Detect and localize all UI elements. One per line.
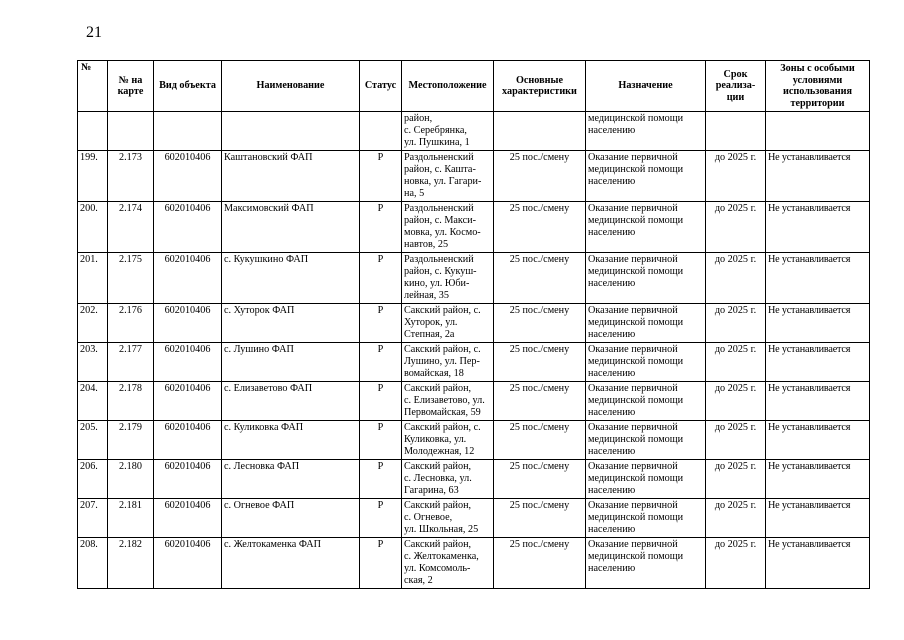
register-table [77,60,870,589]
row-characteristics: 25 пос./смену [494,303,586,342]
row-map-num: 2.179 [108,420,154,459]
table-row [78,252,870,303]
table-row [78,150,870,201]
row-name: с. Кукушкино ФАП [222,252,360,303]
table-row [78,342,870,381]
row-object-type: 602010406 [154,342,222,381]
row-name: с. Елизаветово ФАП [222,381,360,420]
row-map-num: 2.178 [108,381,154,420]
row-object-type: 602010406 [154,498,222,537]
header-num: № [78,61,108,112]
row-location: Сакский район, с. Лесновка, ул. Гагарина, 63 [402,459,494,498]
continuation-row [78,112,870,151]
row-purpose: Оказание первичной медицинской помощи населению [586,150,706,201]
table-row [78,537,870,588]
row-location: Сакский район, с. Огневое, ул. Школьная, 25 [402,498,494,537]
header-zones: Зоны с особыми условиями использования территории [766,61,870,112]
row-location: Сакский район, с. Хуторок, ул. Степная, 2а [402,303,494,342]
row-object-type: 602010406 [154,201,222,252]
row-num: 199. [78,150,108,201]
header-term: Срок реализа-ции [706,61,766,112]
row-term: до 2025 г. [706,459,766,498]
row-num: 205. [78,420,108,459]
row-purpose: Оказание первичной медицинской помощи населению [586,201,706,252]
row-purpose: Оказание первичной медицинской помощи населению [586,498,706,537]
row-location: Сакский район, с. Куликовка, ул. Молодежная, 12 [402,420,494,459]
row-object-type: 602010406 [154,150,222,201]
row-term: до 2025 г. [706,498,766,537]
row-name: Максимовский ФАП [222,201,360,252]
table-row [78,420,870,459]
row-num: 206. [78,459,108,498]
row-map-num: 2.181 [108,498,154,537]
row-location: Сакский район, с. Елизаветово, ул. Первомайская, 59 [402,381,494,420]
continuation-purpose: медицинской помощи населению [586,112,706,151]
row-object-type: 602010406 [154,420,222,459]
header-characteristics: Основные характеристики [494,61,586,112]
row-zone: Не устанавливается [766,201,870,252]
row-term: до 2025 г. [706,150,766,201]
row-object-type: 602010406 [154,303,222,342]
row-num: 200. [78,201,108,252]
continuation-location: район, с. Серебрянка, ул. Пушкина, 1 [402,112,494,151]
header-name: Наименование [222,61,360,112]
row-status: Р [360,150,402,201]
row-purpose: Оказание первичной медицинской помощи населению [586,381,706,420]
table-header-row [78,61,870,112]
row-object-type: 602010406 [154,537,222,588]
header-status: Статус [360,61,402,112]
row-zone: Не устанавливается [766,537,870,588]
table-row [78,201,870,252]
row-num: 201. [78,252,108,303]
row-num: 208. [78,537,108,588]
row-location: Сакский район, с. Лушино, ул. Пер- вомайская, 18 [402,342,494,381]
row-status: Р [360,459,402,498]
row-map-num: 2.180 [108,459,154,498]
row-characteristics: 25 пос./смену [494,252,586,303]
row-status: Р [360,381,402,420]
row-map-num: 2.173 [108,150,154,201]
row-zone: Не устанавливается [766,252,870,303]
table-row [78,381,870,420]
row-name: с. Куликовка ФАП [222,420,360,459]
row-term: до 2025 г. [706,342,766,381]
row-name: Каштановский ФАП [222,150,360,201]
row-zone: Не устанавливается [766,303,870,342]
row-name: с. Хуторок ФАП [222,303,360,342]
row-purpose: Оказание первичной медицинской помощи населению [586,252,706,303]
row-status: Р [360,498,402,537]
row-location: Раздольненский район, с. Кукуш- кино, ул. Юби- лейная, 35 [402,252,494,303]
page-number: 21 [86,24,102,41]
row-characteristics: 25 пос./смену [494,201,586,252]
row-purpose: Оказание первичной медицинской помощи населению [586,459,706,498]
row-characteristics: 25 пос./смену [494,459,586,498]
header-map-num: № на карте [108,61,154,112]
row-map-num: 2.177 [108,342,154,381]
row-characteristics: 25 пос./смену [494,420,586,459]
row-term: до 2025 г. [706,381,766,420]
row-location: Сакский район, с. Желтокаменка, ул. Комсомоль- ская, 2 [402,537,494,588]
row-status: Р [360,420,402,459]
row-zone: Не устанавливается [766,420,870,459]
row-num: 204. [78,381,108,420]
row-name: с. Лушино ФАП [222,342,360,381]
row-object-type: 602010406 [154,459,222,498]
row-status: Р [360,201,402,252]
row-zone: Не устанавливается [766,381,870,420]
row-name: с. Лесновка ФАП [222,459,360,498]
row-num: 203. [78,342,108,381]
row-term: до 2025 г. [706,252,766,303]
row-characteristics: 25 пос./смену [494,498,586,537]
row-name: с. Огневое ФАП [222,498,360,537]
row-status: Р [360,303,402,342]
row-zone: Не устанавливается [766,459,870,498]
row-num: 202. [78,303,108,342]
row-zone: Не устанавливается [766,150,870,201]
row-purpose: Оказание первичной медицинской помощи населению [586,303,706,342]
row-characteristics: 25 пос./смену [494,342,586,381]
row-characteristics: 25 пос./смену [494,381,586,420]
row-num: 207. [78,498,108,537]
row-object-type: 602010406 [154,381,222,420]
row-status: Р [360,342,402,381]
row-map-num: 2.175 [108,252,154,303]
row-term: до 2025 г. [706,201,766,252]
row-name: с. Желтокаменка ФАП [222,537,360,588]
row-map-num: 2.182 [108,537,154,588]
row-location: Раздольненский район, с. Макси- мовка, ул. Космо- навтов, 25 [402,201,494,252]
row-purpose: Оказание первичной медицинской помощи населению [586,342,706,381]
row-purpose: Оказание первичной медицинской помощи населению [586,420,706,459]
row-location: Раздольненский район, с. Кашта- новка, ул. Гагари- на, 5 [402,150,494,201]
row-object-type: 602010406 [154,252,222,303]
row-map-num: 2.176 [108,303,154,342]
row-characteristics: 25 пос./смену [494,150,586,201]
row-zone: Не устанавливается [766,342,870,381]
row-zone: Не устанавливается [766,498,870,537]
row-characteristics: 25 пос./смену [494,537,586,588]
table-row [78,459,870,498]
row-status: Р [360,537,402,588]
header-object-type: Вид объекта [154,61,222,112]
header-location: Местоположение [402,61,494,112]
table-row [78,303,870,342]
row-purpose: Оказание первичной медицинской помощи населению [586,537,706,588]
header-purpose: Назначение [586,61,706,112]
row-map-num: 2.174 [108,201,154,252]
row-status: Р [360,252,402,303]
row-term: до 2025 г. [706,537,766,588]
row-term: до 2025 г. [706,420,766,459]
row-term: до 2025 г. [706,303,766,342]
table-row [78,498,870,537]
